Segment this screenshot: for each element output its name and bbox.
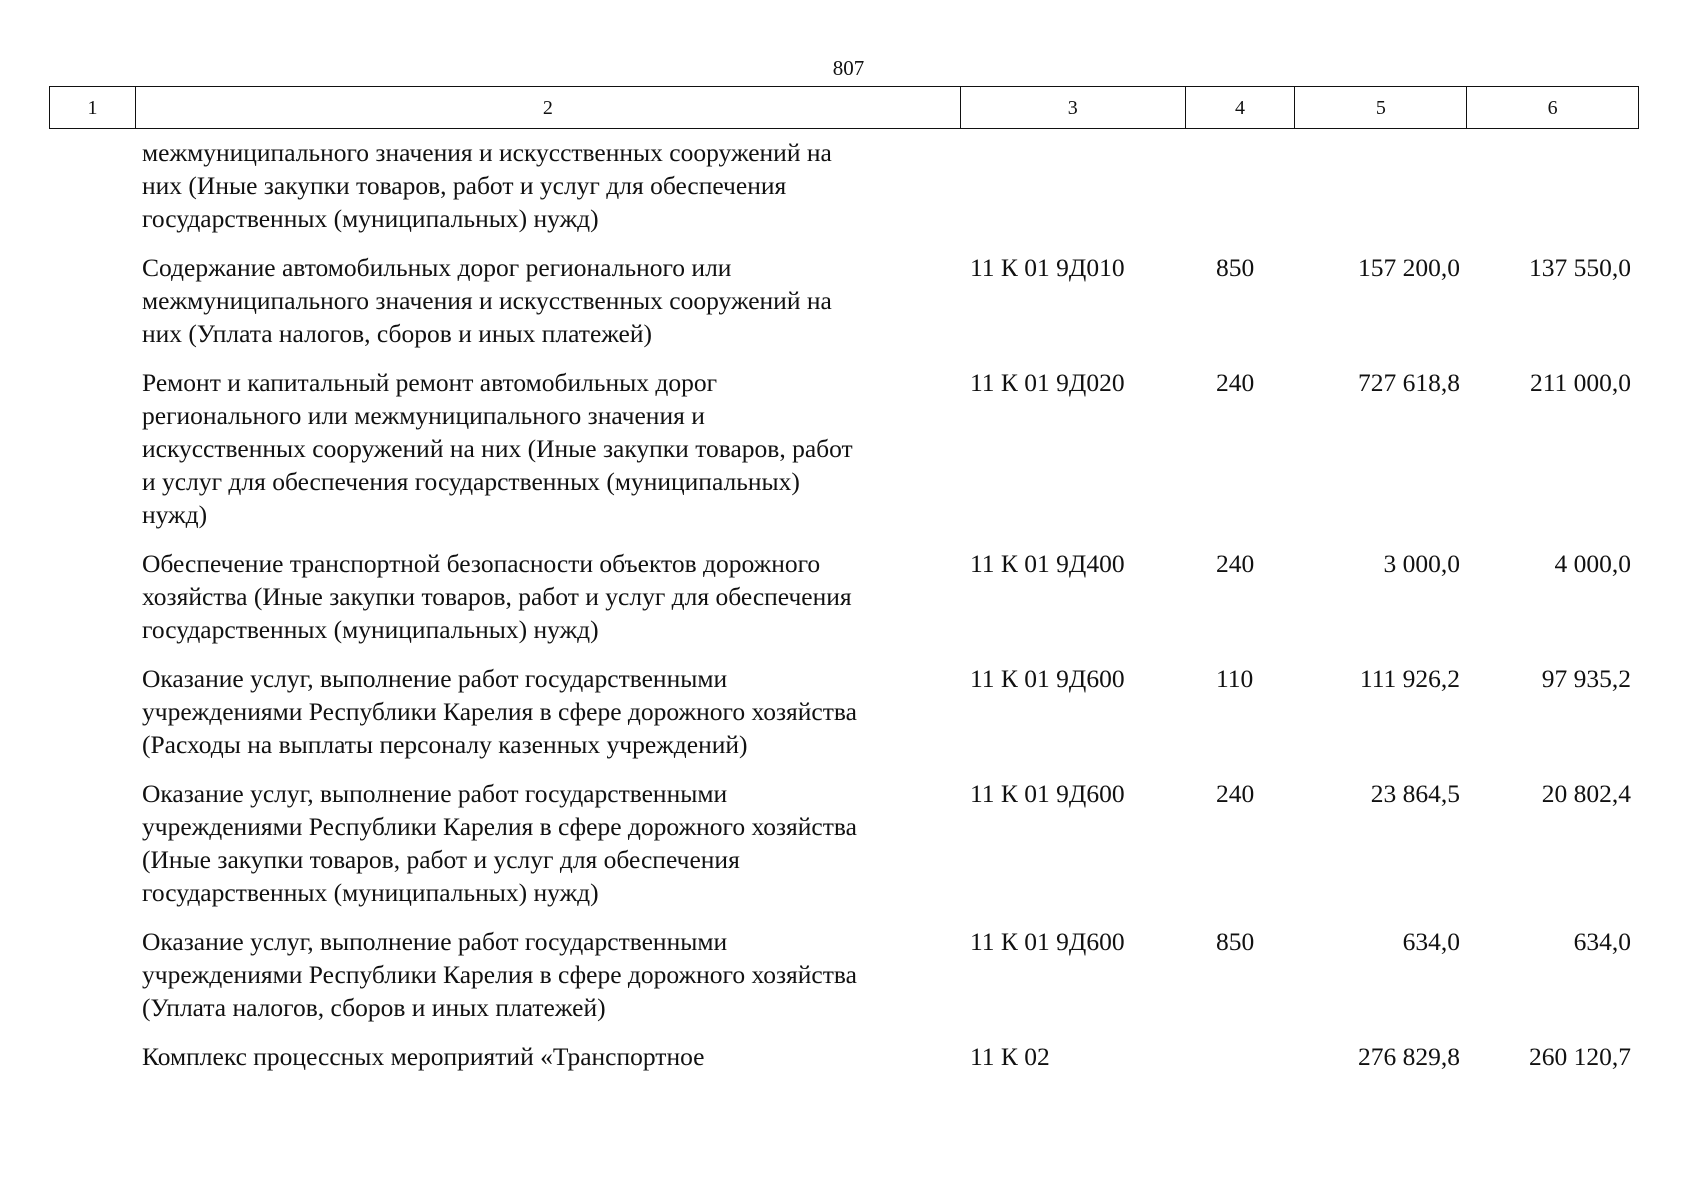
row-name: Содержание автомобильных дорог регионального или межмуниципального значения и искусственных сооружений на них (Уплата налогов, сборов и иных платежей)	[142, 253, 832, 348]
row-type: 240	[1216, 368, 1255, 397]
row-type: 110	[1216, 664, 1254, 693]
page-number: 807	[832, 56, 865, 80]
row-name: Оказание услуг, выполнение работ государственными учреждениями Республики Карелия в сфере дорожного хозяйства (Уплата налогов, сборов и иных платежей)	[142, 927, 857, 1022]
row-value-5: 23 864,5	[1370, 779, 1460, 808]
row-value-5: 111 926,2	[1359, 664, 1460, 693]
row-value-6: 20 802,4	[1541, 779, 1631, 808]
row-value-6: 97 935,2	[1541, 664, 1631, 693]
row-col-1	[49, 777, 135, 909]
row-name: Ремонт и капитальный ремонт автомобильных дорог регионального или межмуниципального значения и искусственных сооружений на них (Иные закупки товаров, работ и услуг для обеспечения государственных (муниципальных) нужд)	[142, 368, 853, 529]
row-name: Оказание услуг, выполнение работ государственными учреждениями Республики Карелия в сфере дорожного хозяйства (Иные закупки товаров, работ и услуг для обеспечения государственных (муниципальных) нужд)	[142, 779, 857, 907]
row-col-1	[49, 1040, 135, 1073]
row-name: Оказание услуг, выполнение работ государственными учреждениями Республики Карелия в сфере дорожного хозяйства (Расходы на выплаты персоналу казенных учреждений)	[142, 664, 857, 759]
row-value-6: 137 550,0	[1529, 253, 1631, 282]
row-type	[1186, 1040, 1296, 1073]
row-code: 11 К 01 9Д600	[970, 779, 1125, 808]
row-type: 240	[1216, 779, 1255, 808]
row-value-6: 634,0	[1573, 927, 1631, 956]
row-type: 850	[1216, 927, 1255, 956]
row-type: 850	[1216, 253, 1255, 282]
row-value-5: 3 000,0	[1383, 549, 1460, 578]
row-value-6: 211 000,0	[1529, 368, 1631, 397]
row-value-5: 276 829,8	[1358, 1042, 1460, 1071]
header-cell-4: 4	[1186, 87, 1296, 128]
row-col-1	[49, 547, 135, 646]
header-cell-3: 3	[961, 87, 1186, 128]
row-value-5: 727 618,8	[1358, 368, 1460, 397]
table-row	[49, 366, 1639, 531]
row-type	[1186, 136, 1296, 235]
table-row	[49, 662, 1639, 761]
row-type: 240	[1216, 549, 1255, 578]
table-row	[49, 136, 1639, 235]
header-cell-2: 2	[136, 87, 961, 128]
table-row	[49, 251, 1639, 350]
table-header	[49, 86, 1639, 129]
row-code: 11 К 01 9Д600	[970, 927, 1125, 956]
row-code: 11 К 01 9Д010	[970, 253, 1125, 282]
row-code: 11 К 02	[970, 1042, 1050, 1071]
row-code: 11 К 01 9Д600	[970, 664, 1125, 693]
row-code: 11 К 01 9Д020	[970, 368, 1125, 397]
table-row	[49, 777, 1639, 909]
row-value-5: 634,0	[1402, 927, 1460, 956]
row-name: Обеспечение транспортной безопасности объектов дорожного хозяйства (Иные закупки товаров, работ и услуг для обеспечения государственных (муниципальных) нужд)	[142, 549, 852, 644]
row-code: 11 К 01 9Д400	[970, 549, 1125, 578]
row-col-1	[49, 662, 135, 761]
header-cell-6: 6	[1547, 96, 1558, 119]
table-row	[49, 925, 1639, 1024]
row-col-1	[49, 251, 135, 350]
row-name: Комплекс процессных мероприятий «Транспортное	[142, 1042, 705, 1071]
row-value-5	[1296, 136, 1468, 235]
row-col-1	[49, 366, 135, 531]
header-cell-5: 5	[1295, 87, 1467, 128]
row-value-6: 4 000,0	[1554, 549, 1631, 578]
row-value-6: 260 120,7	[1529, 1042, 1631, 1071]
row-value-5: 157 200,0	[1358, 253, 1460, 282]
row-value-6	[1468, 136, 1639, 235]
row-code	[961, 136, 1186, 235]
row-col-1	[49, 925, 135, 1024]
header-cell-1: 1	[50, 87, 136, 128]
row-col-1	[49, 136, 135, 235]
table-row	[49, 1040, 1639, 1073]
table-row	[49, 547, 1639, 646]
row-name: межмуниципального значения и искусственных сооружений на них (Иные закупки товаров, работ и услуг для обеспечения государственных (муниципальных) нужд)	[142, 138, 832, 233]
table-body	[49, 136, 1639, 1089]
